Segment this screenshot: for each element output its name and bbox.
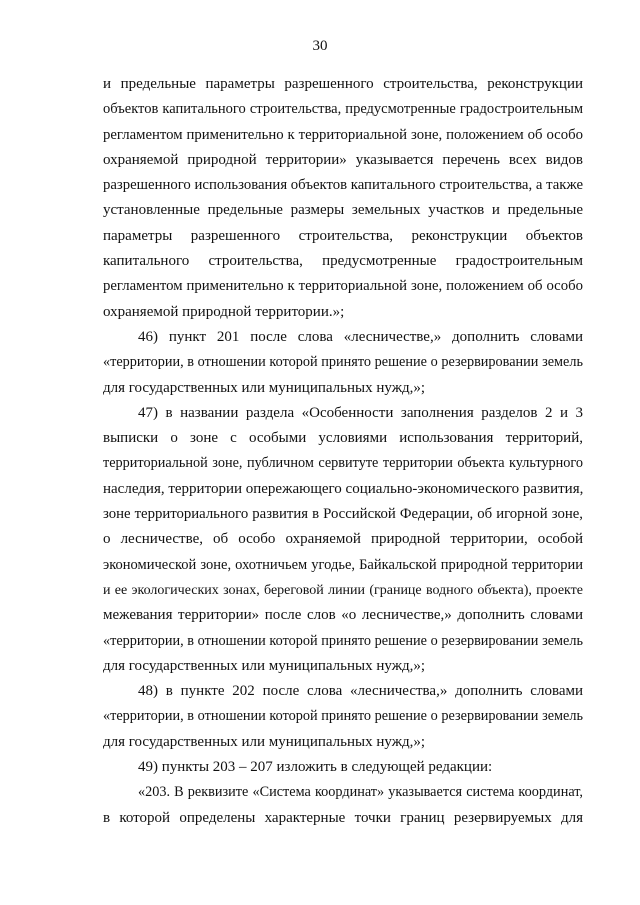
- text-line: параметры разрешенного строительства, реконструкции объектов: [103, 227, 583, 244]
- text-line: охраняемой природной территории» указывается перечень всех видов: [103, 151, 583, 168]
- text-line: о лесничестве, об особо охраняемой природной территории, особой: [103, 531, 583, 548]
- text-line: экономической зоне, охотничьем угодье, Байкальской природной территории: [103, 556, 583, 573]
- text-line: «территории, в отношении которой принято решение о резервировании земель: [103, 354, 583, 371]
- text-line: межевания территории» после слов «о лесничестве,» дополнить словами: [103, 607, 583, 624]
- text-line: 47) в названии раздела «Особенности заполнения разделов 2 и 3: [138, 404, 583, 421]
- document-body: [103, 72, 583, 831]
- paragraph-item-48: [103, 679, 583, 755]
- text-line: капитального строительства, предусмотренные градостроительным: [103, 253, 583, 270]
- page-number: 30: [312, 38, 328, 54]
- text-line: территориальной зоне, публичном сервитуте территории объекта культурного: [103, 455, 583, 472]
- text-line: охраняемой природной территории.»;: [103, 303, 345, 320]
- text-line: для государственных или муниципальных нужд,»;: [103, 379, 426, 396]
- text-line: в которой определены характерные точки границ резервируемых для: [103, 809, 583, 826]
- paragraph-item-46: [103, 325, 583, 401]
- text-line: и предельные параметры разрешенного строительства, реконструкции: [103, 76, 583, 92]
- text-line: для государственных или муниципальных нужд,»;: [103, 733, 426, 750]
- text-line: 49) пункты 203 – 207 изложить в следующей редакции:: [138, 759, 493, 776]
- text-line: «203. В реквизите «Система координат» указывается система координат,: [138, 784, 583, 801]
- paragraph-item-203: [103, 780, 583, 831]
- text-line: регламентом применительно к территориальной зоне, положением об особо: [103, 126, 583, 143]
- text-line: установленные предельные размеры земельных участков и предельные: [103, 202, 583, 219]
- text-line: объектов капитального строительства, предусмотренные градостроительным: [103, 101, 583, 118]
- paragraph-continuation: [103, 72, 583, 325]
- text-line: наследия, территории опережающего социально-экономического развития,: [103, 480, 584, 497]
- text-line: и ее экологических зонах, береговой линии (границе водного объекта), проекте: [103, 582, 583, 598]
- text-line: регламентом применительно к территориальной зоне, положением об особо: [103, 278, 583, 295]
- text-line: 48) в пункте 202 после слова «лесничества,» дополнить словами: [138, 683, 583, 700]
- text-line: выписки о зоне с особыми условиями использования территорий,: [103, 430, 583, 447]
- text-line: «территории, в отношении которой принято решение о резервировании земель: [103, 708, 583, 725]
- text-line: 46) пункт 201 после слова «лесничестве,» дополнить словами: [138, 328, 583, 345]
- paragraph-item-49: [103, 755, 583, 780]
- text-line: «территории, в отношении которой принято решение о резервировании земель: [103, 632, 583, 649]
- text-line: зоне территориального развития в Российской Федерации, об игорной зоне,: [103, 506, 583, 523]
- paragraph-item-47: [103, 401, 583, 679]
- text-line: разрешенного использования объектов капитального строительства, а также: [103, 177, 583, 194]
- text-line: для государственных или муниципальных нужд,»;: [103, 657, 426, 674]
